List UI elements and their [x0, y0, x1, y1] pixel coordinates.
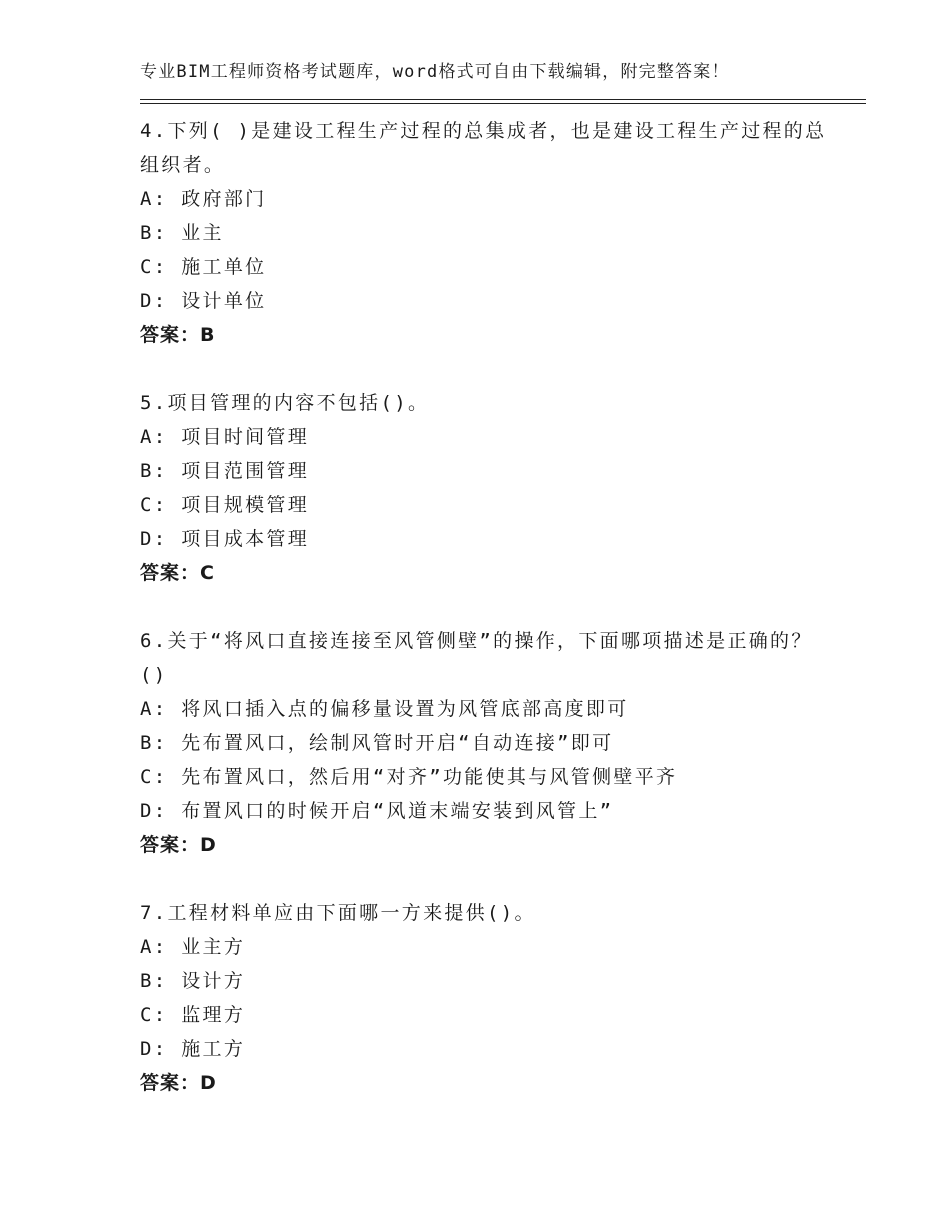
answer-label: 答案：B — [140, 324, 216, 346]
question-7 — [140, 896, 840, 1100]
option-c: C: 监理方 — [140, 1004, 246, 1026]
option-c: C: 先布置风口，然后用“对齐”功能使其与风管侧壁平齐 — [140, 766, 678, 788]
question-5 — [140, 386, 840, 590]
option-b: B: 项目范围管理 — [140, 460, 310, 482]
question-stem: 7.工程材料单应由下面哪一方来提供()。 — [140, 902, 536, 924]
option-c: C: 施工单位 — [140, 256, 267, 278]
question-stem: 5.项目管理的内容不包括()。 — [140, 392, 430, 414]
option-b: B: 先布置风口，绘制风管时开启“自动连接”即可 — [140, 732, 614, 754]
answer-label: 答案：D — [140, 834, 217, 856]
question-stem: 4.下列( )是建设工程生产过程的总集成者，也是建设工程生产过程的总组织者。 — [140, 120, 827, 176]
question-4 — [140, 114, 840, 352]
answer-label: 答案：C — [140, 562, 215, 584]
option-a: A: 项目时间管理 — [140, 426, 310, 448]
option-c: C: 项目规模管理 — [140, 494, 310, 516]
page-header: 专业BIM工程师资格考试题库，word格式可自由下载编辑，附完整答案！ — [140, 62, 730, 82]
header-rule-top — [140, 99, 866, 100]
option-a: A: 业主方 — [140, 936, 246, 958]
option-d: D: 项目成本管理 — [140, 528, 310, 550]
option-b: B: 设计方 — [140, 970, 246, 992]
option-a: A: 将风口插入点的偏移量设置为风管底部高度即可 — [140, 698, 629, 720]
question-list — [140, 114, 840, 1134]
header-rule-bottom — [140, 103, 866, 104]
option-a: A: 政府部门 — [140, 188, 267, 210]
option-b: B: 业主 — [140, 222, 224, 244]
option-d: D: 布置风口的时候开启“风道末端安装到风管上” — [140, 800, 614, 822]
question-6 — [140, 624, 840, 862]
question-stem: 6.关于“将风口直接连接至风管侧壁”的操作，下面哪项描述是正确的？() — [140, 630, 813, 686]
answer-label: 答案：D — [140, 1072, 217, 1094]
option-d: D: 施工方 — [140, 1038, 246, 1060]
option-d: D: 设计单位 — [140, 290, 267, 312]
